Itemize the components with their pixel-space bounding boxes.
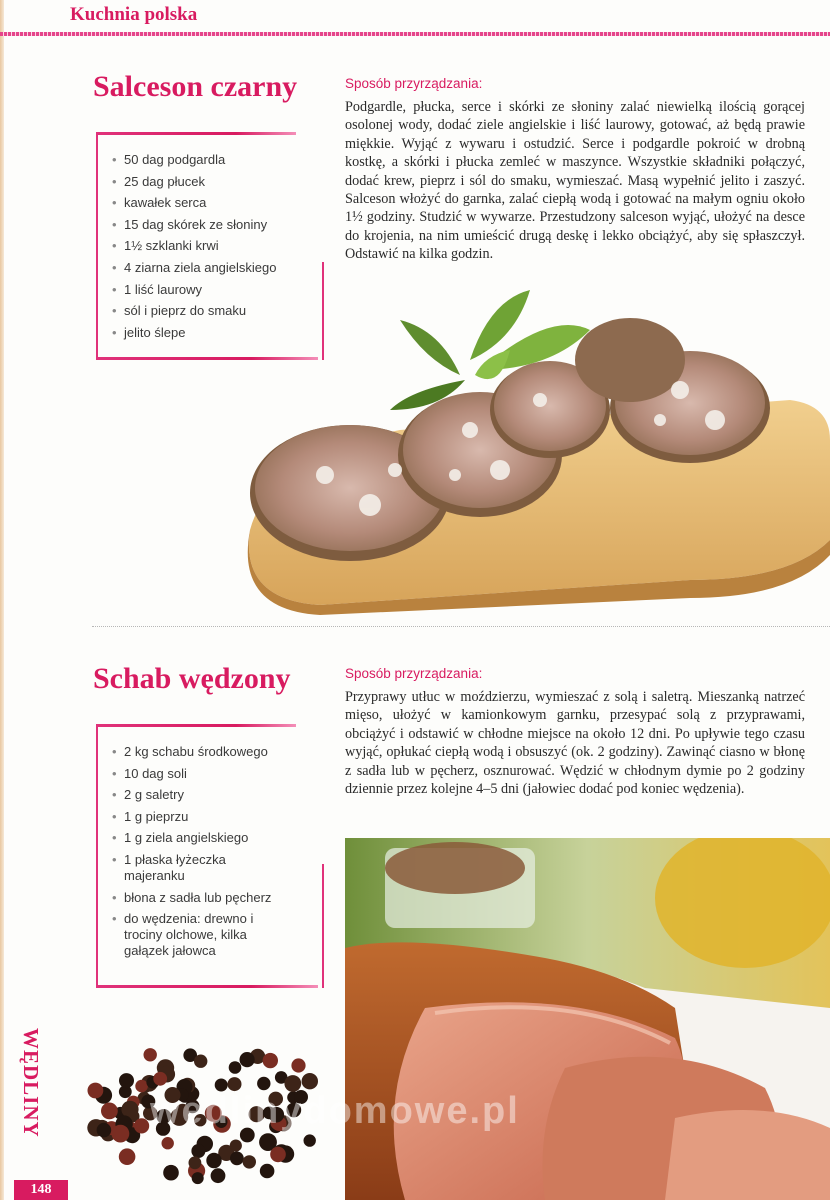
allspice-berry [97,1123,112,1138]
allspice-berry [206,1153,221,1168]
box-top-rule [96,132,296,135]
method-text: Przyprawy utłuc w moździerzu, wymieszać z solą i saletrą. Mieszanką natrzeć mięso, ułożyć w kamionkowym garnku, przesypać solą z przyprawami, obciążyć i odstawić w chłodne miejsce na około 12 dni. Po upływie tego czasu wyjąć, opłukać ciepłą wodą i obsuszyć (ok. 2 godziny). Zawinąć ciasno w błonę z sadła lub w pęcherz, osznurować. Wędzić w chłodnym dymie po 2 godziny dziennie przez kolejne 4–5 dni (jałowiec dodać pod koniec wędzenia). [345,689,805,798]
ingredient-item: • 25 dag płucek [112,174,320,190]
allspice-berry [230,1152,244,1166]
recipe-title-schab: Schab wędzony [93,662,291,695]
ingredient-item: • 2 g saletry [112,787,320,803]
ingredient-item: • jelito ślepe [112,325,320,341]
page-number: 148 [14,1180,68,1200]
ingredient-item: • 1 płaska łyżeczka majeranku [112,852,244,884]
allspice-berry [240,1052,255,1067]
allspice-berry [162,1137,174,1149]
schab-photo [345,838,830,1200]
box-bottom-rule [96,985,318,988]
watermark: wedlinydomowe.pl [150,1090,520,1132]
allspice-berry [112,1125,130,1143]
allspice-berry [263,1053,278,1068]
recipe-title-salceson: Salceson czarny [93,70,298,103]
ingredient-item: • 1 g ziela angielskiego [112,830,320,846]
allspice-berry [135,1080,148,1093]
allspice-berry [121,1101,138,1118]
header-rule [0,32,830,36]
ingredient-item: • 4 ziarna ziela angielskiego [112,260,320,276]
running-header: Kuchnia polska [70,4,198,25]
ingredients-list [98,724,320,983]
allspice-berry [243,1155,256,1168]
allspice-berry [88,1083,104,1099]
allspice-berry [153,1072,167,1086]
allspice-berry [189,1156,202,1169]
ingredient-item: • 1½ szklanki krwi [112,238,320,254]
allspice-berry [302,1073,318,1089]
page-edge [0,0,4,1200]
allspice-berry [163,1165,179,1181]
allspice-berry [211,1168,226,1183]
method-label: Sposób przyrządzania: [345,666,483,681]
allspice-berry [229,1061,242,1074]
allspice-berry [134,1118,149,1133]
allspice-berry [191,1144,205,1158]
allspice-berry [119,1073,134,1088]
allspice-berry [144,1048,157,1061]
ingredient-item: • 50 dag podgardla [112,152,320,168]
box-top-rule [96,724,296,727]
section-divider [92,626,830,627]
allspice-berry [260,1164,275,1179]
allspice-berry [119,1148,136,1165]
ingredient-item: • 1 g pieprzu [112,809,320,825]
allspice-berry [257,1077,270,1090]
ingredient-item: • kawałek serca [112,195,320,211]
allspice-berry [194,1055,207,1068]
method-label: Sposób przyrządzania: [345,76,483,91]
ingredient-item: • 2 kg schabu środkowego [112,744,320,760]
section-tab: WĘDLINY [19,1028,43,1138]
ingredient-item: • 15 dag skórek ze słoniny [112,217,320,233]
ingredients-box [96,724,320,988]
allspice-berry [230,1140,242,1152]
allspice-berry [270,1147,286,1163]
ingredient-item: • do wędzenia: drewno i trociny olchowe, kilka gałązek jałowca [112,911,284,959]
ingredient-item: • 1 liść laurowy [112,282,320,298]
salceson-photo [230,280,830,615]
allspice-berry [228,1077,242,1091]
allspice-berry [304,1134,316,1146]
ingredient-item: • sól i pieprz do smaku [112,303,320,319]
ingredient-item: • 10 dag soli [112,766,320,782]
allspice-berry [192,1172,204,1184]
allspice-berry [291,1058,305,1072]
method-text: Podgardle, płucka, serce i skórki ze słoniny zalać niewielką ilością gorącej osolonej wody, dodać ziele angielskie i liść laurowy, gotować, aż będą prawie miękkie. Wyjąć z wywaru i ostudzić. Serce i podgardle pokroić w drobną kostkę, a skórki i płucka zemleć w maszynce. Wszystkie składniki połączyć, dodać krew, pieprz i sól do smaku, wymieszać. Masą wypełnić jelito i zaszyć. Salceson włożyć do garnka, zalać ciepłą wodą i gotować na małym ogniu około 1½ godziny. Studzić w wywarze. Przestudzony salceson wyjąć, ułożyć na desce do krojenia, na nim umieścić drugą deskę i lekko obciążyć, aby się spłaszczył. Odstawić na kilka godzin. [345,99,805,263]
box-side-rule [322,864,324,988]
allspice-berry [101,1103,118,1120]
ingredient-item: • błona z sadła lub pęcherz [112,890,320,906]
